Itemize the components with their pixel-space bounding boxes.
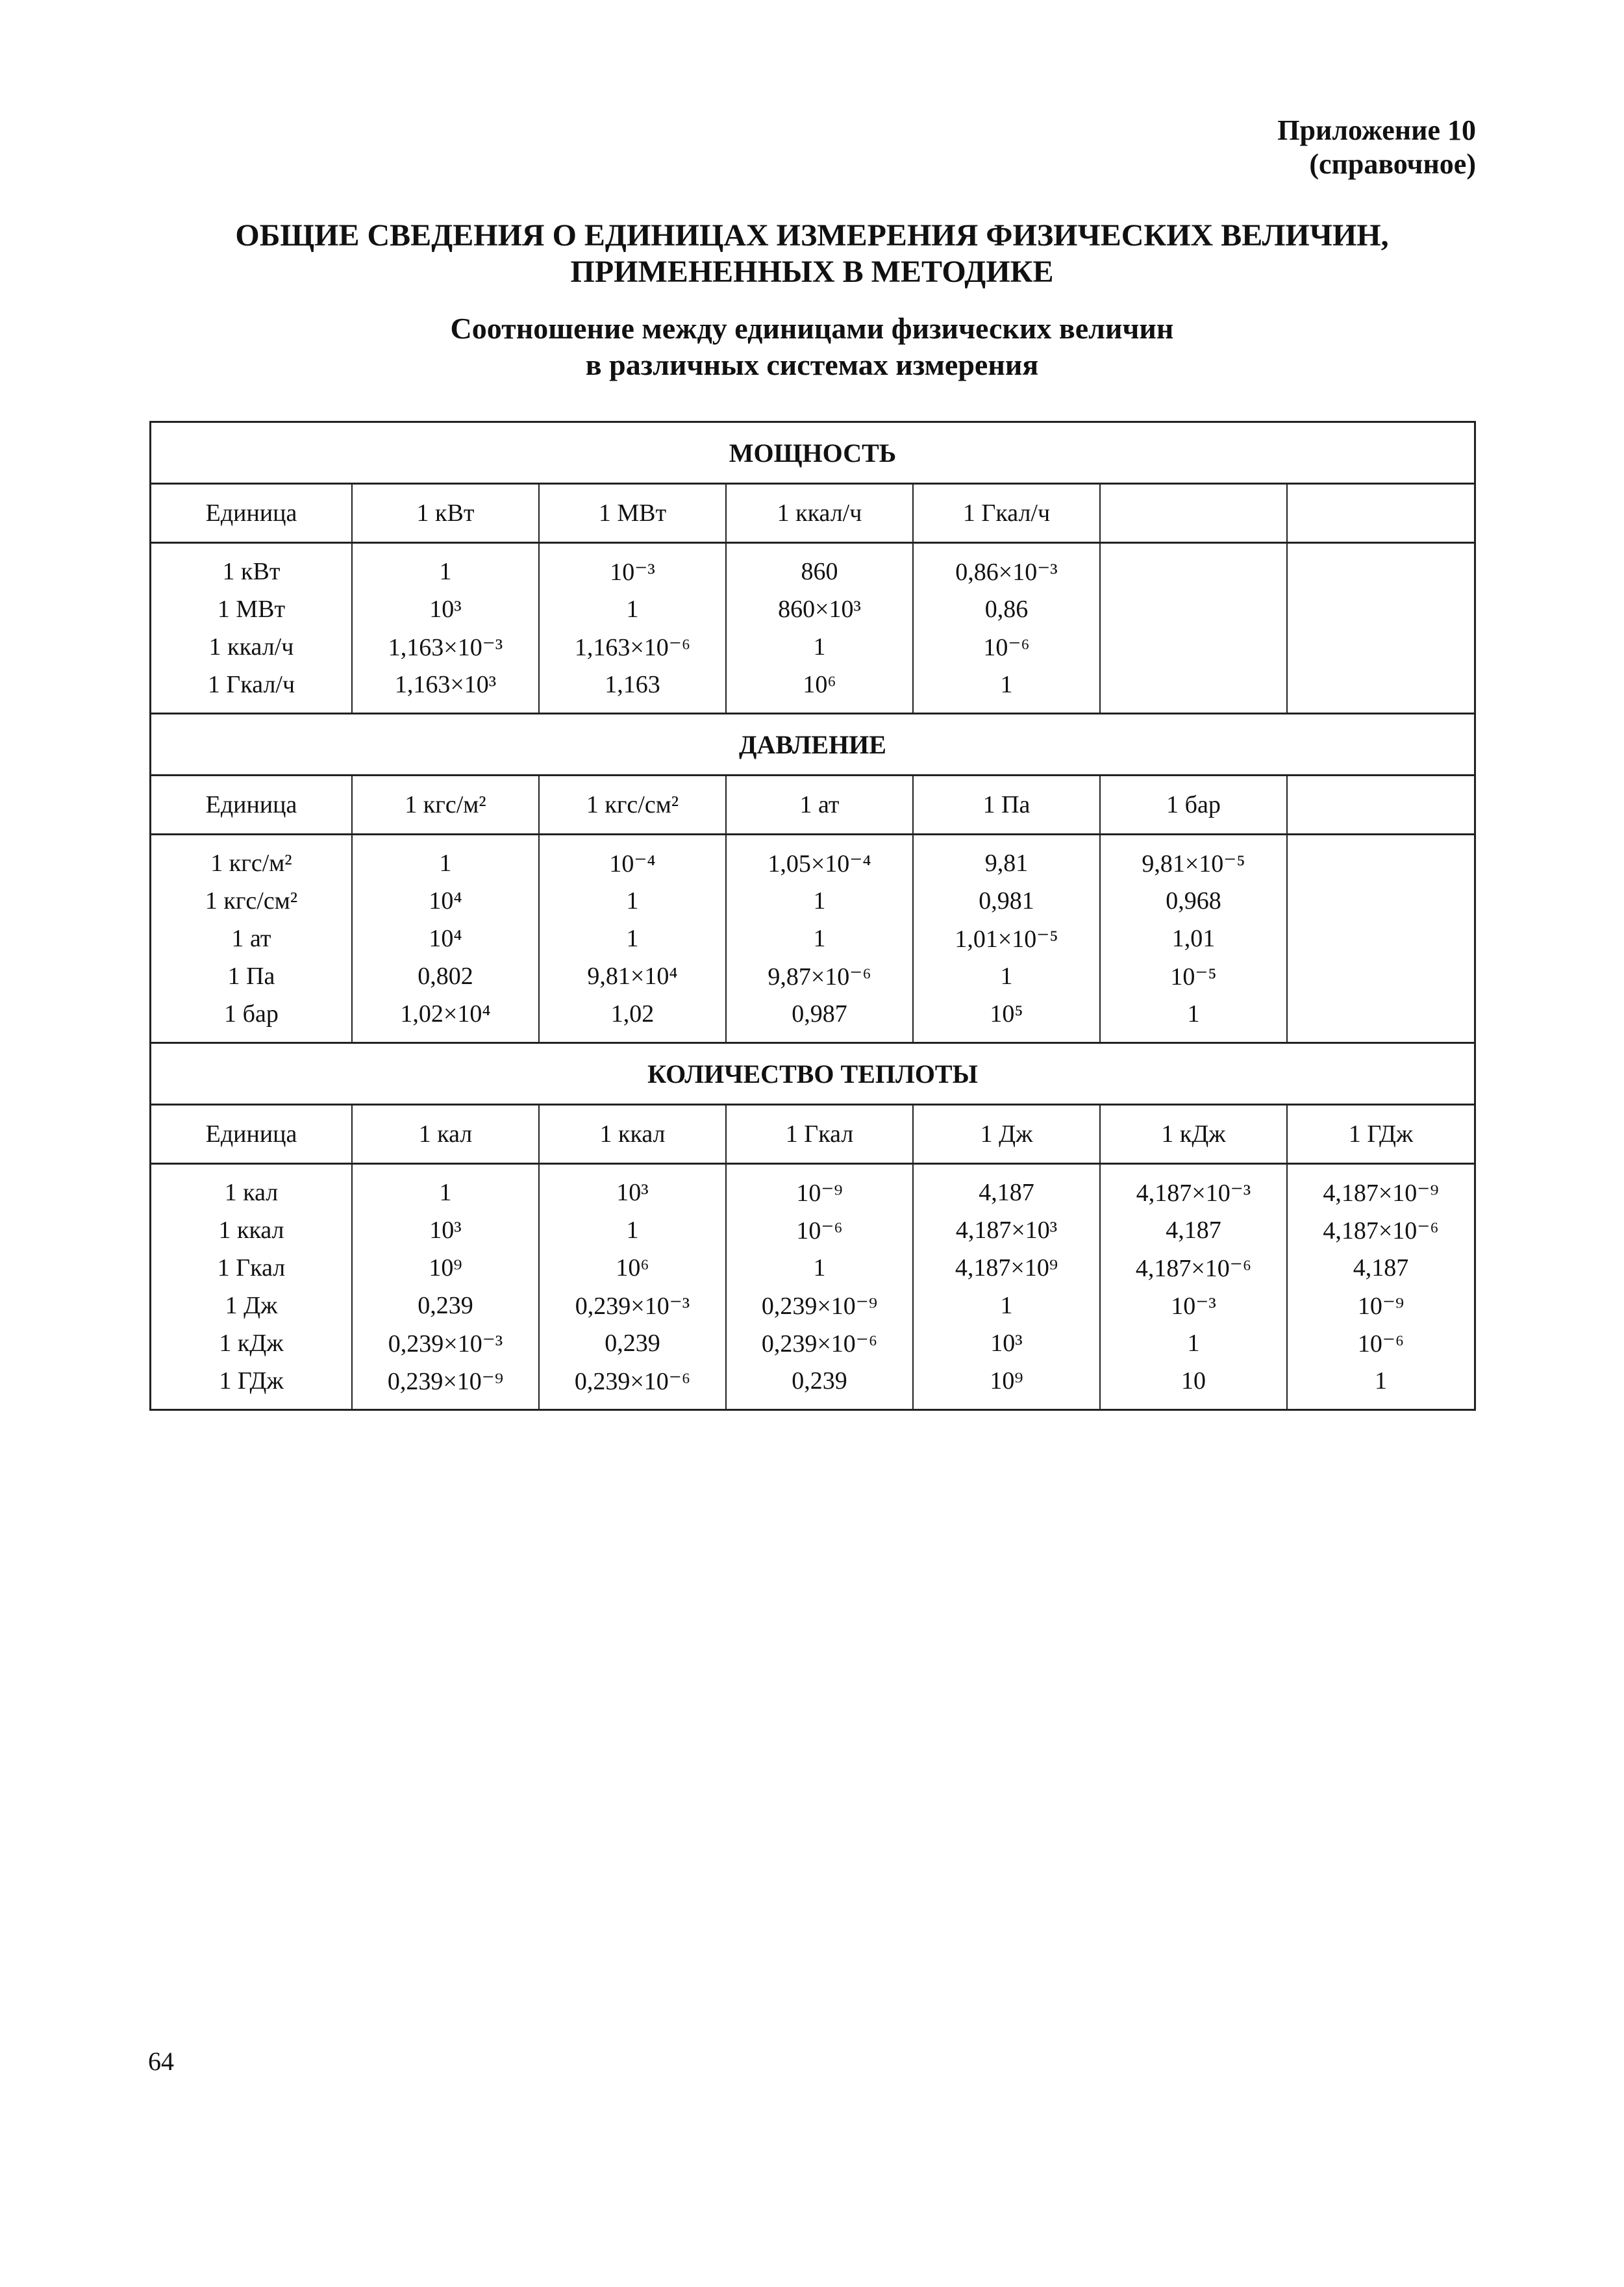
table-cell: 4,187 <box>1166 1217 1221 1244</box>
table-cell: 0,981 <box>979 887 1034 915</box>
table-cell <box>1288 553 1474 590</box>
table-cell: 1,163×10⁻⁶ <box>574 633 691 661</box>
table-column <box>727 1165 914 1409</box>
table-cell <box>1101 553 1286 590</box>
row-unit-label: 1 Гкал <box>217 1254 286 1282</box>
conversion-table <box>149 421 1476 1411</box>
table-cell: 1,01 <box>1171 925 1216 952</box>
table-cell: 10⁻⁶ <box>796 1217 843 1245</box>
table-cell: 0,86×10⁻³ <box>955 558 1058 586</box>
table-cell: 4,187×10³ <box>955 1217 1058 1244</box>
table-cell: 1 <box>813 633 826 661</box>
row-unit-label: 1 кал <box>224 1179 279 1206</box>
table-cell: 1,02×10⁴ <box>400 1000 491 1028</box>
section-header-row <box>151 485 1474 544</box>
table-cell: 10⁻⁶ <box>983 633 1030 661</box>
table-cell: 0,239×10⁻³ <box>388 1330 503 1358</box>
page-title <box>0 218 1624 290</box>
table-cell: 10⁶ <box>803 671 836 698</box>
table-cell: 4,187 <box>979 1179 1034 1206</box>
table-cell: 1 <box>813 887 826 915</box>
header-cell: 1 Дж <box>914 1106 1101 1163</box>
header-cell <box>1288 776 1474 833</box>
section-header-row <box>151 1106 1474 1165</box>
table-cell: 10⁻³ <box>610 558 655 586</box>
table-cell: 1,163×10⁻³ <box>388 633 503 661</box>
header-cell: 1 ат <box>727 776 914 833</box>
table-cell: 1 <box>1000 963 1013 990</box>
table-cell: 1 <box>813 1254 826 1282</box>
table-cell: 9,81×10⁻⁵ <box>1142 850 1245 878</box>
header-cell: 1 кал <box>353 1106 540 1163</box>
table-cell: 1 <box>626 887 639 915</box>
table-cell: 1 <box>626 596 639 623</box>
table-cell: 0,239×10⁻⁹ <box>761 1292 878 1320</box>
appendix-number: Приложение 10 <box>1277 114 1476 146</box>
row-unit-label: 1 ккал <box>218 1217 284 1244</box>
header-unit-label: Единица <box>151 485 353 542</box>
table-cell <box>1288 666 1474 703</box>
table-cell: 10⁻⁶ <box>1357 1330 1405 1358</box>
section-body <box>151 544 1474 714</box>
table-cell: 0,968 <box>1166 887 1221 915</box>
table-cell: 1,163×10³ <box>394 671 497 698</box>
header-unit-label: Единица <box>151 1106 353 1163</box>
header-unit-label: Единица <box>151 776 353 833</box>
header-cell: 1 ГДж <box>1348 1120 1414 1148</box>
table-cell: 1 <box>1375 1367 1387 1395</box>
appendix-type: (справочное) <box>1309 148 1476 180</box>
table-column <box>151 835 353 1042</box>
table-column <box>540 544 727 713</box>
section-body <box>151 835 1474 1044</box>
page-subtitle-line-1: Соотношение между единицами физических величин <box>450 312 1174 345</box>
page-title-line-1: ОБЩИЕ СВЕДЕНИЯ О ЕДИНИЦАХ ИЗМЕРЕНИЯ ФИЗИЧЕСКИХ ВЕЛИЧИН, <box>235 218 1389 253</box>
table-cell: 1,01×10⁻⁵ <box>955 925 1058 953</box>
header-cell <box>1288 485 1474 542</box>
row-unit-label: 1 ккал/ч <box>208 633 294 661</box>
row-unit-label: 1 кДж <box>219 1330 284 1357</box>
header-cell: 1 ккал <box>540 1106 727 1163</box>
table-column <box>727 544 914 713</box>
section-title: КОЛИЧЕСТВО ТЕПЛОТЫ <box>151 1044 1474 1106</box>
table-column <box>540 835 727 1042</box>
table-cell: 0,239 <box>605 1330 660 1357</box>
table-cell <box>1288 882 1474 920</box>
table-column <box>914 1165 1101 1409</box>
table-cell: 10⁹ <box>429 1254 462 1282</box>
table-cell: 10³ <box>990 1330 1023 1357</box>
table-cell: 9,81 <box>984 850 1029 877</box>
table-cell: 0,987 <box>792 1000 847 1028</box>
table-column <box>1288 835 1474 1042</box>
section-title: МОЩНОСТЬ <box>151 423 1474 485</box>
table-cell: 1 <box>439 850 452 877</box>
table-cell: 4,187×10⁻⁹ <box>1323 1179 1439 1207</box>
table-cell: 10 <box>1181 1367 1206 1395</box>
table-column <box>1288 1165 1474 1409</box>
row-unit-label: 1 кгс/м² <box>210 850 292 877</box>
header-cell: 1 ккал/ч <box>727 485 914 542</box>
table-cell: 860 <box>801 558 838 585</box>
table-cell: 1 <box>1187 1330 1200 1357</box>
header-cell: 1 Па <box>914 776 1101 833</box>
page-title-line-2: ПРИМЕНЕННЫХ В МЕТОДИКЕ <box>570 255 1054 289</box>
table-cell: 10³ <box>616 1179 649 1206</box>
row-unit-label: 1 МВт <box>217 596 286 623</box>
table-cell: 860×10³ <box>778 596 861 623</box>
table-cell <box>1288 920 1474 957</box>
table-cell: 10⁻⁹ <box>1357 1292 1405 1320</box>
row-unit-label: 1 Гкал/ч <box>207 671 295 698</box>
table-column <box>540 1165 727 1409</box>
table-cell <box>1288 590 1474 628</box>
table-cell: 0,239×10⁻⁶ <box>761 1330 878 1358</box>
header-cell: 1 Гкал <box>727 1106 914 1163</box>
table-cell: 0,239 <box>792 1367 847 1395</box>
section-header-row <box>151 776 1474 835</box>
section-body <box>151 1165 1474 1409</box>
table-cell <box>1288 628 1474 666</box>
table-cell: 4,187×10⁻³ <box>1136 1179 1251 1207</box>
table-cell: 0,239 <box>418 1292 473 1319</box>
header-cell: 1 кгс/м² <box>353 776 540 833</box>
table-cell: 10⁴ <box>429 925 462 952</box>
table-cell: 4,187 <box>1353 1254 1409 1282</box>
header-cell: 1 кВт <box>353 485 540 542</box>
table-column <box>353 1165 540 1409</box>
table-cell: 4,187×10⁻⁶ <box>1135 1254 1252 1282</box>
table-cell: 10⁹ <box>990 1367 1023 1395</box>
header-cell: 1 кДж <box>1101 1106 1288 1163</box>
table-cell: 9,81×10⁴ <box>587 963 678 990</box>
table-column <box>151 1165 353 1409</box>
page-subtitle <box>0 310 1624 383</box>
table-cell <box>1101 666 1286 703</box>
page-subtitle-line-2: в различных системах измерения <box>585 348 1039 381</box>
table-cell <box>1101 590 1286 628</box>
row-unit-label: 1 Па <box>227 963 275 990</box>
table-cell: 10⁻⁴ <box>609 850 656 878</box>
table-cell: 1,02 <box>610 1000 655 1028</box>
header-cell: 1 бар <box>1101 776 1288 833</box>
table-cell: 1 <box>626 925 639 952</box>
table-cell: 0,802 <box>418 963 473 990</box>
table-cell: 10⁴ <box>429 887 462 915</box>
table-cell <box>1101 628 1286 666</box>
row-unit-label: 1 ГДж <box>219 1367 284 1395</box>
table-cell: 10⁵ <box>990 1000 1023 1028</box>
table-column <box>914 544 1101 713</box>
table-column <box>353 835 540 1042</box>
table-cell: 0,239×10⁻⁹ <box>387 1367 504 1395</box>
table-cell <box>1288 957 1474 995</box>
table-cell: 10⁻³ <box>1171 1292 1216 1320</box>
header-cell: 1 Гкал/ч <box>914 485 1101 542</box>
table-column <box>727 835 914 1042</box>
table-cell: 1 <box>439 1179 452 1206</box>
table-column <box>353 544 540 713</box>
table-cell <box>1288 844 1474 882</box>
table-cell: 1,05×10⁻⁴ <box>768 850 871 878</box>
table-cell: 10³ <box>429 596 462 623</box>
page-number: 64 <box>148 2047 174 2076</box>
table-cell: 1 <box>1000 671 1013 698</box>
table-cell: 1,163 <box>605 671 660 698</box>
table-column <box>151 544 353 713</box>
table-cell: 4,187×10⁻⁶ <box>1323 1217 1439 1245</box>
table-cell: 1 <box>1187 1000 1200 1028</box>
section-title: ДАВЛЕНИЕ <box>151 714 1474 776</box>
table-column <box>1288 544 1474 713</box>
row-unit-label: 1 кгс/см² <box>205 887 298 915</box>
table-column <box>914 835 1101 1042</box>
table-column <box>1101 544 1288 713</box>
table-cell: 4,187×10⁹ <box>955 1254 1058 1282</box>
header-cell <box>1101 485 1288 542</box>
row-unit-label: 1 бар <box>224 1000 279 1028</box>
table-cell: 1 <box>813 925 826 952</box>
table-cell: 1 <box>1000 1292 1013 1319</box>
table-cell: 0,239×10⁻³ <box>575 1292 690 1320</box>
table-cell <box>1288 995 1474 1033</box>
table-column <box>1101 835 1288 1042</box>
table-column <box>1101 1165 1288 1409</box>
row-unit-label: 1 Дж <box>225 1292 278 1319</box>
table-cell: 1 <box>439 558 452 585</box>
table-cell: 1 <box>626 1217 639 1244</box>
appendix-label <box>1277 114 1476 181</box>
header-cell: 1 кгс/см² <box>540 776 727 833</box>
table-cell: 9,87×10⁻⁶ <box>768 963 871 991</box>
table-cell: 10⁻⁵ <box>1170 963 1217 991</box>
table-cell: 0,86 <box>984 596 1029 623</box>
table-cell: 0,239×10⁻⁶ <box>574 1367 691 1395</box>
table-cell: 10⁶ <box>616 1254 649 1282</box>
header-cell: 1 МВт <box>540 485 727 542</box>
table-cell: 10³ <box>429 1217 462 1244</box>
row-unit-label: 1 кВт <box>222 558 281 585</box>
row-unit-label: 1 ат <box>231 925 271 952</box>
table-cell: 10⁻⁹ <box>796 1179 843 1207</box>
